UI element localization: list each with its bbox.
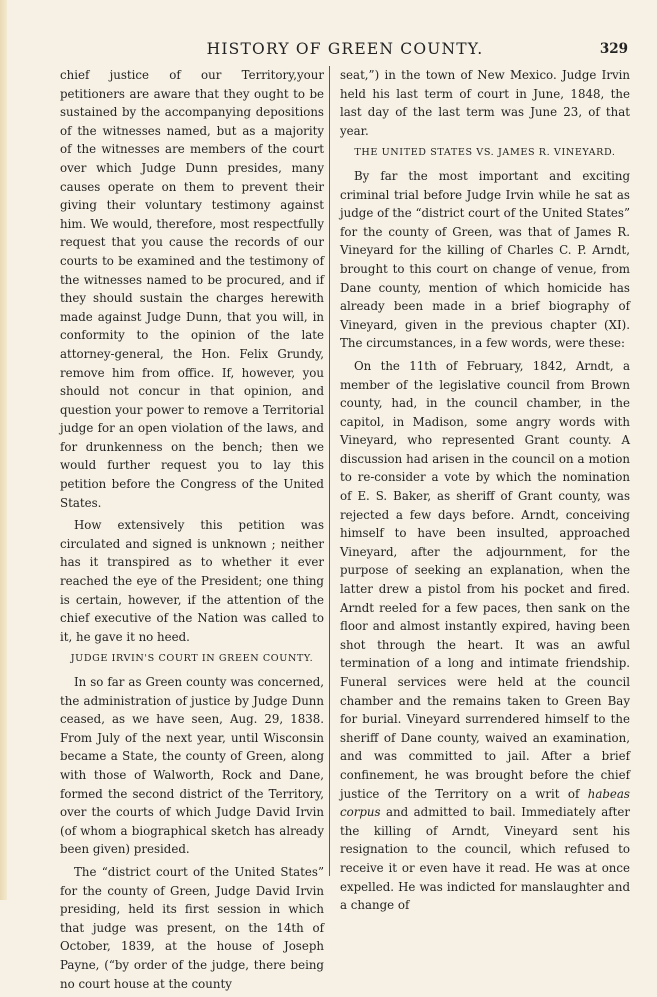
petition-continuation-paragraph: chief justice of our Territory,your petitioners are aware that they ought to be sustained by the accompanying depositions of the witnesses named, but as a majority of the witnesses are members of the court over which Judge Dunn presides, many causes operate on them to prevent their giving their voluntary testimony against him. We would, therefore, most respectfully request that you cause the records of our courts to be examined and the testimony of the witnesses named to be procured, and if they should sustain the charges herewith made against Judge Dunn, that you will, in conformity to the opinion of the late attorney-general, the Hon. Felix Grundy, remove him from office. If, however, you should not concur in that opinion, and question your power to remove a Territorial judge for an open violation of the laws, and for drunkenness on the bench; then we would further request you to lay this petition before the Congress of the United States. [60, 68, 324, 510]
petition-circulation-paragraph: How extensively this petition was circulated and signed is unknown ; neither has it transpired as to whether it ever reached the eye of the President; one thing is certain, however, if the attention of the chief executive of the Nation was called to it, he gave it no heed. [60, 518, 324, 644]
running-title: HISTORY OF GREEN COUNTY. [206, 40, 484, 58]
page-number: 329 [599, 41, 628, 57]
section-heading-irvin-court: JUDGE IRVIN'S COURT IN GREEN COUNTY. [70, 653, 314, 665]
vineyard-trial-paragraph: By far the most important and exciting criminal trial before Judge Irvin while he sat as judge of the “district court of the United States” for the county of Green, was that of James R. Vineyard for the killing of Charles C. P. Arndt, brought to this court on change of venue, from Dane county, mention of which homicide has already been made in a brief biography of Vineyard, given in the previous chapter (XI). The circumstances, in a few words, were these: [340, 168, 630, 351]
section-heading-vineyard-case: THE UNITED STATES VS. JAMES R. VINEYARD. [354, 147, 616, 159]
arndt-killing-paragraph [340, 357, 630, 915]
district-court-session-paragraph: The “district court of the United States” for the county of Green, Judge David Irvin presiding, held its first session in which that judge was present, on the 14th of October, 1839, at the house of Joseph Payne, (“by order of the judge, there being no court house at the county [60, 864, 324, 991]
right-column [340, 66, 630, 919]
left-column [60, 66, 324, 997]
habeas-corpus-italic: habeas corpus [340, 786, 630, 820]
page-header [60, 40, 630, 62]
irvin-district-paragraph: In so far as Green county was concerned, the administration of justice by Judge Dunn ceased, as we have seen, Aug. 29, 1838. From July of the next year, until Wisconsin became a State, the county of Green, along with those of Walworth, Rock and Dane, formed the second district of the Territory, over the courts of which Judge David Irvin (of whom a biographical sketch has already been given) presided. [60, 675, 324, 857]
arndt-killing-text: On the 11th of February, 1842, Arndt, a member of the legislative council from Brown county, had, in the council chamber, in the capitol, in Madison, some angry words with Vineyard, who represented Grant county. A discussion had arisen in the council on a motion to re-consider a vote by which the nomination of E. S. Baker, as sheriff of Grant county, was rejected a few days before. Arndt, conceiving himself to have been insulted, approached Vineyard, after the adjournment, for the purpose of seeking an explanation, when the latter drew a pistol from his pocket and fired. Arndt reeled for a few paces, then sank on the floor and almost instantly expired, having been shot through the heart. It was an awful termination of a long and intimate friendship. Funeral services were held at the council chamber and the remains taken to Green Bay for burial. Vineyard surrendered himself to the sheriff of Dane county, waived an examination, and was committed to jail. After a brief confinement, he was brought before the chief justice of the Territory on a writ of [340, 358, 630, 801]
arndt-killing-text-end: and admitted to bail. Immediately after the killing of Arndt, Vineyard sent his resignation to the council, which refused to receive it or even have it read. He was at once expelled. He was indicted for manslaughter and a change of [340, 805, 630, 913]
column-divider [329, 66, 330, 876]
last-term-paragraph: seat,”) in the town of New Mexico. Judge Irvin held his last term of court in June, 1848, the last day of the last term was June 23, of that year. [340, 68, 630, 138]
page-spine-edge [0, 0, 7, 900]
